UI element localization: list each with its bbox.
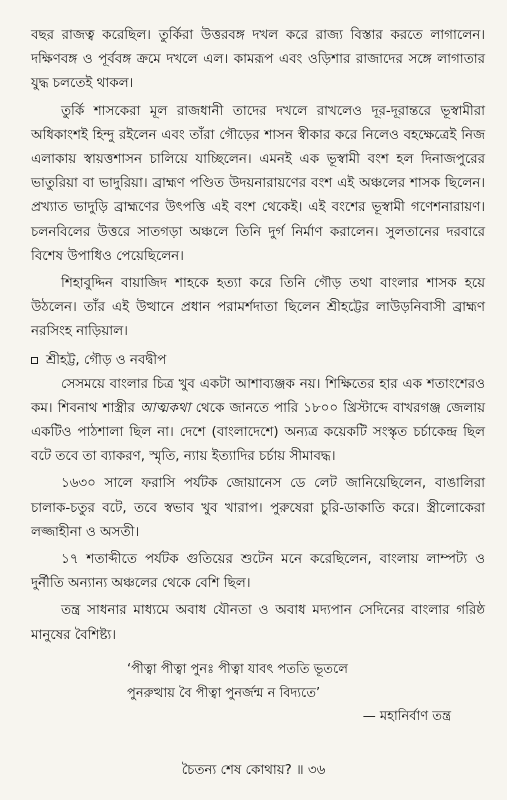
verse-line-2: পুনরুত্থায় বৈ পীত্বা পুনর্জন্ম ন বিদ্যতে’ bbox=[127, 685, 321, 701]
verse-attribution: — মহানির্বাণ তন্ত্র bbox=[362, 708, 451, 724]
paragraph-5: ১৬৩০ সালে ফরাসি পর্যটক জোয়ানেস ডে লেট জানিয়েছিলেন, বাঙালিরা চালাক-চতুর বটে, তবে স্বভাব খুব খারাপ। পুরুষেরা চুরি-ডাকাতি করে। স্ত্রীলোকেরা লজ্জাহীনা ও অসতী। bbox=[31, 476, 485, 540]
paragraph-4-part-2: থেকে জানতে পারি ১৮০০ খ্রিস্টাব্দে বাখরগঞ্জ জেলায় একটিও পাঠশালা ছিল না। দেশে (বাংলাদেশে) অন্যত্র কয়েকটি সংস্কৃত চর্চাকেন্দ্র ছিল বটে তবে তা ব্যাকরণ, স্মৃতি, ন্যায় ইত্যাদির চর্চায় সীমাবদ্ধ। bbox=[31, 400, 485, 465]
verse-line-1: ‘পীত্বা পীত্বা পুনঃ পীত্বা যাবৎ পততি ভূতলে bbox=[127, 661, 348, 677]
section-heading bbox=[31, 349, 485, 373]
paragraph-1: বছর রাজত্ব করেছিল। তুর্কিরা উত্তরবঙ্গ দখল করে রাজ্য বিস্তার করতে লাগালেন। দক্ষিণবঙ্গ ও পূর্ববঙ্গ ক্রমে দখলে এল। কামরূপ এবং ওড়িশার রাজাদের সঙ্গে লাগাতার যুদ্ধ চলতেই থাকল। bbox=[31, 28, 485, 92]
paragraph-7: তন্ত্র সাধনার মাধ্যমে অবাধ যৌনতা ও অবাধ মদ্যপান সেদিনের বাংলার গরিষ্ঠ মানুষের বৈশিষ্ট্য। bbox=[31, 603, 485, 643]
page-footer: চৈতন্য শেষ কোথায়? ॥ ৩৬ bbox=[181, 763, 326, 778]
paragraph-3: শিহাবুদ্দিন বায়াজিদ শাহকে হত্যা করে তিনি গৌড় তথা বাংলার শাসক হয়ে উঠলেন। তাঁর এই উত্থানে প্রধান পরামর্শদাতা ছিলেন শ্রীহট্টের লাউড়নিবাসী ব্রাহ্মণ নরসিংহ নাড়িয়াল। bbox=[31, 276, 485, 340]
paragraph-2: তুর্কি শাসকেরা মূল রাজধানী তাদের দখলে রাখলেও দূর-দূরান্তরে ভূস্বামীরা অধিকাংশই হিন্দু রইলেন এবং তাঁরা গৌড়ের শাসন স্বীকার করে নিলেও বহক্ষেত্রেই নিজ এলাকায় স্বায়ত্তশাসন চালিয়ে যাচ্ছিলেন। এমনই এক ভূস্বামী বংশ হল দিনাজপুরের ভাতুরিয়া বা ভাদুরিয়া। ব্রাহ্মণ পণ্ডিত উদয়নারায়ণের বংশ এই অঞ্চলের শাসক ছিলেন। প্রখ্যাত ভাদুড়ি ব্রাহ্মণের উৎপত্তি এই বংশ থেকেই। এই বংশের ভূস্বামী গণেশনারায়ণ। চলনবিলের উত্তরে সাতগড়া অঞ্চলে তিনি দুর্গ নির্মাণ করালেন। সুলতানের দরবারে বিশেষ উপাধিও পেয়েছিলেন। bbox=[31, 103, 485, 264]
verse-quote bbox=[127, 658, 485, 706]
paragraph-4-part-1: সেসময়ে বাংলার চিত্র খুব একটা আশাব্যঞ্জক নয়। শিক্ষিতের হার এক শতাংশেরও কম। শিবনাথ শাস্ত্রীর bbox=[31, 376, 485, 416]
paragraph-4 bbox=[31, 373, 485, 470]
square-bullet-icon bbox=[31, 357, 38, 364]
section-heading-text: শ্রীহট্ট, গৌড় ও নবদ্বীপ bbox=[46, 352, 167, 368]
book-title-italic: আত্মকথা bbox=[139, 400, 191, 416]
paragraph-6: ১৭ শতাব্দীতে পর্যটক গুতিয়ের শুটেন মনে করেছিলেন, বাংলায় লাম্পট্য ও দুর্নীতি অন্যান্য অঞ্চলের থেকে বেশি ছিল। bbox=[31, 552, 485, 592]
